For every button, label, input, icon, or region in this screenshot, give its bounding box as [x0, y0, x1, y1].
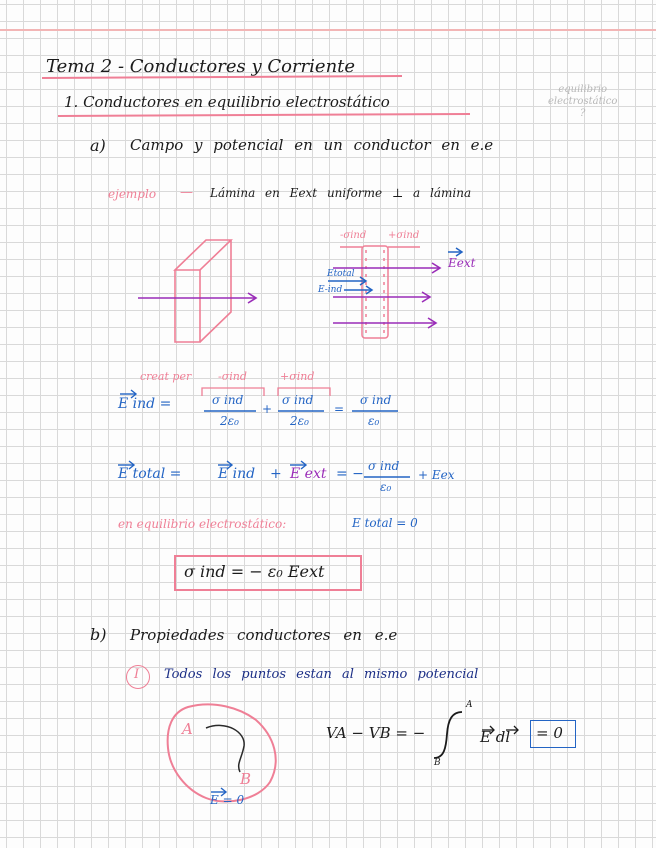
subsection-b-heading: Propiedades conductores en e.e: [130, 626, 398, 644]
margin-note: [548, 84, 617, 120]
margin-note-line-3: ?: [580, 108, 586, 119]
eq2-den: ε₀: [380, 480, 392, 494]
boxed-result-text: σ ind = − ε₀ Eext: [184, 562, 325, 581]
blob-point-a: A: [182, 720, 193, 738]
integral-lower-limit: B: [434, 758, 441, 768]
property-text: Todos los puntos estan al mismo potencial: [164, 667, 479, 682]
e-total-label: Etotal: [327, 269, 355, 279]
integral-upper-limit: A: [466, 700, 473, 710]
equilibrium-text: en equilibrio electrostático:: [118, 517, 287, 531]
eq2-term1: E ind: [218, 466, 256, 482]
potential-rhs: = 0: [536, 724, 563, 742]
eq1-plus: +: [262, 402, 273, 416]
eq2-tail: + Eex: [418, 468, 455, 482]
e-ext-label: Eext: [448, 256, 476, 270]
subsection-a-heading: Campo y potencial en un conductor en e.e: [130, 136, 494, 154]
example-dash: —: [180, 185, 193, 200]
plus-sigma-label: +σind: [388, 230, 420, 241]
eq1-den3: ε₀: [368, 414, 380, 428]
e-ind-label: E-ind: [318, 285, 343, 295]
potential-lhs: VA − VB = −: [326, 724, 426, 742]
equilibrium-result: E total = 0: [352, 516, 418, 530]
margin-note-line-1: equilibrio: [558, 84, 608, 95]
eq1-den2: 2ε₀: [290, 414, 309, 428]
eq1-lhs: E ind =: [118, 396, 172, 412]
eq1-num2: σ ind: [282, 393, 314, 407]
eq1-den1: 2ε₀: [220, 414, 239, 428]
example-text: Lámina en Eext uniforme ⊥ a lámina: [210, 186, 472, 200]
example-label: ejemplo: [108, 187, 157, 201]
property-number: I: [134, 667, 140, 682]
section-heading: 1. Conductores en equilibrio electrostático: [64, 93, 390, 111]
eq1-annotation-created-by: creat per: [140, 370, 192, 383]
integrand: E dl: [480, 728, 511, 746]
eq2-lhs: E total =: [118, 466, 182, 482]
page-top-rule: [0, 29, 656, 31]
margin-note-line-2: electrostático: [548, 96, 618, 107]
eq1-annotation-plus-sigma: +σind: [280, 370, 315, 383]
minus-sigma-label: -σind: [340, 230, 367, 241]
eq2-num: σ ind: [368, 459, 400, 473]
eq2-plus: +: [270, 466, 282, 482]
blob-field-zero: E = 0: [210, 793, 245, 807]
eq2-term2: E ext: [290, 466, 327, 482]
subsection-b-letter: b): [90, 625, 107, 644]
blob-point-b: B: [240, 770, 252, 788]
eq1-num3: σ ind: [360, 393, 392, 407]
subsection-a-letter: a): [90, 136, 106, 155]
eq1-num1: σ ind: [212, 393, 244, 407]
eq1-equals: =: [334, 402, 345, 416]
page-title: Tema 2 - Conductores y Corriente: [46, 56, 356, 77]
eq2-equals: = −: [336, 466, 364, 482]
eq1-annotation-minus-sigma: -σind: [218, 370, 247, 383]
